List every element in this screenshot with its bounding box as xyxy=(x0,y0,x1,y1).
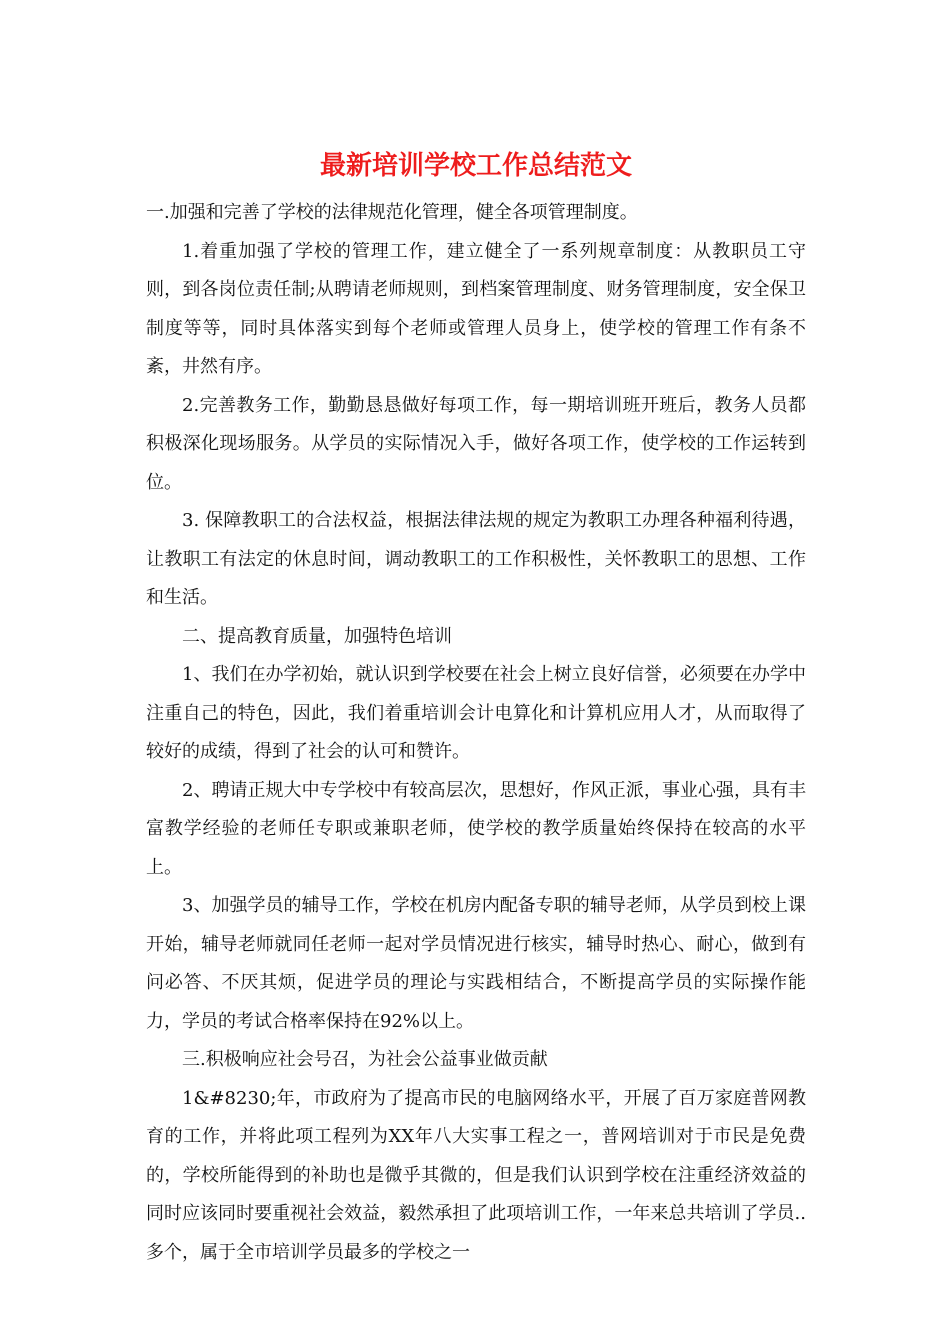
document-title: 最新培训学校工作总结范文 xyxy=(319,151,632,181)
paragraph-1-2: 2.完善教务工作，勤勤恳恳做好每项工作，每一期培训班开班后，教务人员都积极深化现场服务。从学员的实际情况入手，做好各项工作，使学校的工作运转到位。 xyxy=(146,394,806,493)
document-page xyxy=(146,148,806,1272)
paragraph-2-1: 1、我们在办学初始，就认识到学校要在社会上树立良好信誉，必须要在办学中注重自己的特色，因此，我们着重培训会计电算化和计算机应用人才，从而取得了较好的成绩，得到了社会的认可和赞许。 xyxy=(146,664,806,762)
section-heading-1: 一.加强和完善了学校的法律规范化管理，健全各项管理制度。 xyxy=(146,202,638,223)
paragraph-2-3: 3、加强学员的辅导工作，学校在机房内配备专职的辅导老师，从学员到校上课开始，辅导老师就同任老师一起对学员情况进行核实，辅导时热心、耐心，做到有问必答、不厌其烦，促进学员的理论与实践相结合，不断提高学员的实际操作能力，学员的考试合格率保持在92%以上。 xyxy=(146,895,806,1032)
section-heading-2: 二、提高教育质量，加强特色培训 xyxy=(182,625,452,647)
paragraph-1-3: 3. 保障教职工的合法权益，根据法律法规的规定为教职工办理各种福利待遇，让教职工有法定的休息时间，调动教职工的工作积极性，关怀教职工的思想、工作和生活。 xyxy=(146,510,806,608)
paragraph-2-2: 2、聘请正规大中专学校中有较高层次，思想好，作风正派，事业心强，具有丰富教学经验的老师任专职或兼职老师，使学校的教学质量始终保持在较高的水平上。 xyxy=(146,779,806,878)
section-heading-3: 三.积极响应社会号召，为社会公益事业做贡献 xyxy=(182,1049,548,1070)
paragraph-3-1: 1&#8230;年，市政府为了提高市民的电脑网络水平，开展了百万家庭普网教育的工作，并将此项工程列为XX年八大实事工程之一，普网培训对于市民是免费的，学校所能得到的补助也是微乎其微的，但是我们认识到学校在注重经济效益的同时应该同时要重视社会效益，毅然承担了此项培训工作，一年来总共培训了学员..多个，属于全市培训学员最多的学校之一 xyxy=(146,1087,806,1263)
paragraph-1-1: 1.着重加强了学校的管理工作，建立健全了一系列规章制度：从教职员工守则，到各岗位责任制;从聘请老师规则，到档案管理制度、财务管理制度，安全保卫制度等等，同时具体落实到每个老师或管理人员身上，使学校的管理工作有条不紊，井然有序。 xyxy=(146,240,806,377)
